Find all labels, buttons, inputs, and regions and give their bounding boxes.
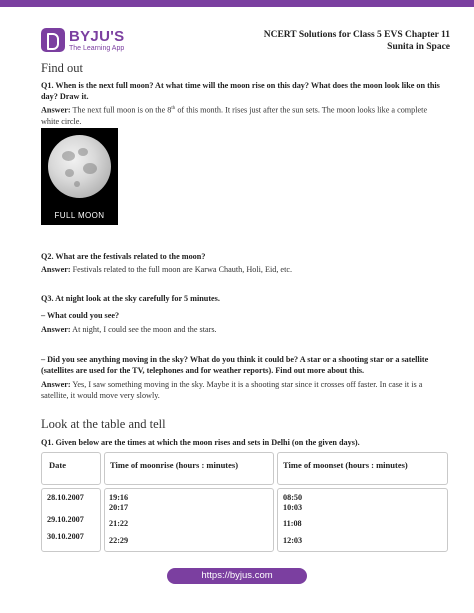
answer-1-text-pre: The next full moon is on the 8 <box>72 105 172 115</box>
answer-1 <box>41 103 441 127</box>
top-accent-bar <box>0 0 474 7</box>
table-body-cell <box>104 488 274 552</box>
byjus-logo <box>41 27 123 53</box>
answer-3 <box>41 324 441 335</box>
question-1: Q1. When is the next full moon? At what time will the moon rise on this day? What does the moon look like on this day? Draw it. <box>41 81 440 101</box>
section-title-table: Look at the table and tell <box>41 417 166 431</box>
question-3: Q3. At night look at the sky carefully for 5 minutes. <box>41 294 220 303</box>
header-line-2: Sunita in Space <box>387 42 450 52</box>
header-date: Date <box>49 460 66 470</box>
moon-icon <box>48 135 111 198</box>
date-2: 29.10.2007 <box>47 515 84 524</box>
header-moonset: Time of moonset (hours : minutes) <box>283 460 408 470</box>
date-1: 28.10.2007 <box>47 493 84 502</box>
answer-4-text: Yes, I saw something moving in the sky. Maybe it is a shooting star since it crosses off faster. In case it is a satellite, it would move very slowly. <box>41 380 423 400</box>
byjus-logo-icon <box>41 28 65 52</box>
brand-tagline: The Learning App <box>69 44 125 52</box>
answer-4 <box>41 379 441 401</box>
answer-2-text: Festivals related to the full moon are Karwa Chauth, Holi, Eid, etc. <box>72 265 293 274</box>
answer-label: Answer: <box>41 380 71 389</box>
moonrise-3: 21:22 <box>109 519 129 528</box>
moonset-4: 12:03 <box>283 536 303 545</box>
header-moonrise: Time of moonrise (hours : minutes) <box>110 460 239 470</box>
question-2: Q2. What are the festivals related to the moon? <box>41 252 206 261</box>
answer-3-text: At night, I could see the moon and the stars. <box>72 325 217 334</box>
brand-name: BYJU'S <box>69 27 125 45</box>
moonset-2: 10:03 <box>283 503 303 512</box>
answer-label: Answer: <box>41 105 71 115</box>
moonset-1: 08:50 <box>283 493 303 502</box>
question-3b: – Did you see anything moving in the sky? What do you think it could be? A star or a shooting star or a satellite (satellites are used for the TV, telephones and for weather reports). Find out more about this. <box>41 355 429 375</box>
answer-label: Answer: <box>41 325 71 334</box>
question-3a: – What could you see? <box>41 311 120 320</box>
moonrise-4: 22:29 <box>109 536 129 545</box>
answer-1-text-post: of this month. It rises just after the sun sets. The moon looks like a complete white circle. <box>41 105 428 126</box>
footer-link[interactable]: https://byjus.com <box>167 568 307 584</box>
image-caption: FULL MOON <box>54 211 105 220</box>
section-title-find-out: Find out <box>41 61 84 75</box>
moonrise-1: 19:16 <box>109 493 129 502</box>
answer-2 <box>41 264 441 275</box>
header-line-1: NCERT Solutions for Class 5 EVS Chapter 11 <box>263 30 450 40</box>
table-body-cell <box>277 488 448 552</box>
table-question: Q1. Given below are the times at which the moon rises and sets in Delhi (on the given days). <box>41 438 360 447</box>
moonrise-2: 20:17 <box>109 503 129 512</box>
page-header <box>220 29 450 53</box>
date-3: 30.10.2007 <box>47 532 84 541</box>
moonset-3: 11:08 <box>283 519 302 528</box>
answer-1-sup: th <box>171 106 176 111</box>
answer-label: Answer: <box>41 265 71 274</box>
full-moon-image <box>41 128 118 225</box>
